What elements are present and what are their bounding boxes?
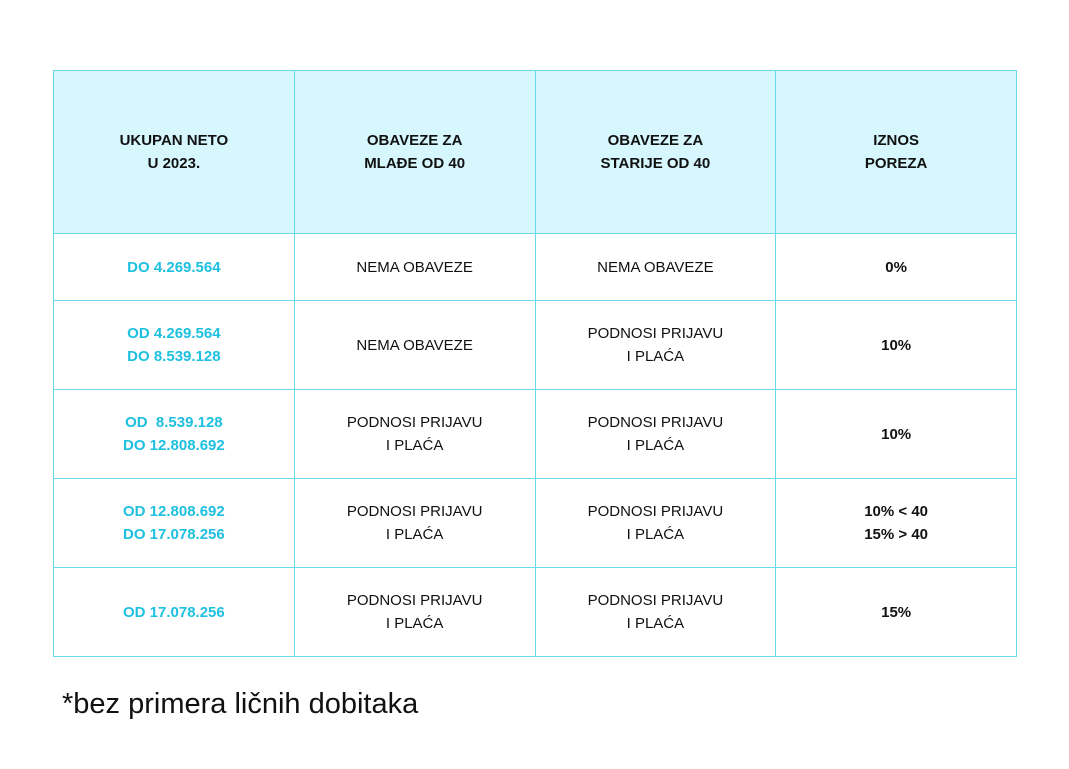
older-obligation-cell [535,234,776,301]
cell-text-line: OD 17.078.256 [123,603,225,621]
column-header [535,71,776,234]
income-range-cell [54,568,295,657]
younger-obligation-cell [294,390,535,479]
cell-text-line: DO 4.269.564 [127,258,221,276]
tax-amount-cell [776,301,1017,390]
income-range-cell [54,234,295,301]
cell-text-line: PODNOSI PRIJAVU [587,503,724,520]
cell-text-line: 15% [881,603,912,621]
income-range-cell [54,301,295,390]
tax-table [53,70,1017,657]
income-range-cell [54,479,295,568]
cell-text-line: PODNOSI PRIJAVU [587,592,724,609]
older-obligation-cell [535,390,776,479]
cell-text-line: I PLAĆA [626,615,685,632]
older-obligation-cell [535,479,776,568]
cell-text-line: OBAVEZE ZA [366,132,463,149]
cell-text-line: OBAVEZE ZA [607,132,704,149]
younger-obligation-cell [294,479,535,568]
older-obligation-cell [535,301,776,390]
cell-text-line: POREZA [864,155,928,172]
cell-text-line: I PLAĆA [385,526,444,543]
cell-text-line: OD 12.808.692 [123,503,225,520]
table-row [54,234,1017,301]
table-row [54,390,1017,479]
income-range-cell [54,390,295,479]
cell-text-line: OD 8.539.128 [125,414,223,431]
cell-text-line: 10% < 40 [864,503,929,520]
tax-amount-cell [776,479,1017,568]
cell-text-line: DO 17.078.256 [123,526,225,543]
younger-obligation-cell [294,234,535,301]
footnote: *bez primera ličnih dobitaka [62,688,419,720]
cell-text-line: U 2023. [147,155,201,172]
tax-amount-cell [776,390,1017,479]
younger-obligation-cell [294,301,535,390]
cell-text-line: IZNOS [873,132,920,149]
table-row [54,301,1017,390]
cell-text-line: NEMA OBAVEZE [356,336,473,354]
cell-text-line: I PLAĆA [385,615,444,632]
older-obligation-cell [535,568,776,657]
cell-text-line: 0% [885,258,907,276]
cell-text-line: PODNOSI PRIJAVU [587,414,724,431]
cell-text-line: 10% [881,336,912,354]
column-header [776,71,1017,234]
cell-text-line: I PLAĆA [385,437,444,454]
table-header-row [54,71,1017,234]
tax-amount-cell [776,234,1017,301]
cell-text-line: NEMA OBAVEZE [356,258,473,276]
younger-obligation-cell [294,568,535,657]
cell-text-line: PODNOSI PRIJAVU [346,503,483,520]
cell-text-line: STARIJE OD 40 [600,155,711,172]
cell-text-line: PODNOSI PRIJAVU [587,325,724,342]
cell-text-line: OD 4.269.564 [127,325,221,342]
cell-text-line: I PLAĆA [626,437,685,454]
cell-text-line: UKUPAN NETO [119,132,229,149]
cell-text-line: DO 12.808.692 [123,437,225,454]
cell-text-line: PODNOSI PRIJAVU [346,414,483,431]
tax-amount-cell [776,568,1017,657]
table-row [54,479,1017,568]
cell-text-line: DO 8.539.128 [127,348,221,365]
cell-text-line: MLAĐE OD 40 [364,155,466,172]
table-row [54,568,1017,657]
cell-text-line: I PLAĆA [626,526,685,543]
column-header [294,71,535,234]
cell-text-line: 10% [881,425,912,443]
cell-text-line: PODNOSI PRIJAVU [346,592,483,609]
cell-text-line: I PLAĆA [626,348,685,365]
cell-text-line: NEMA OBAVEZE [597,258,714,276]
column-header [54,71,295,234]
cell-text-line: 15% > 40 [864,526,929,543]
